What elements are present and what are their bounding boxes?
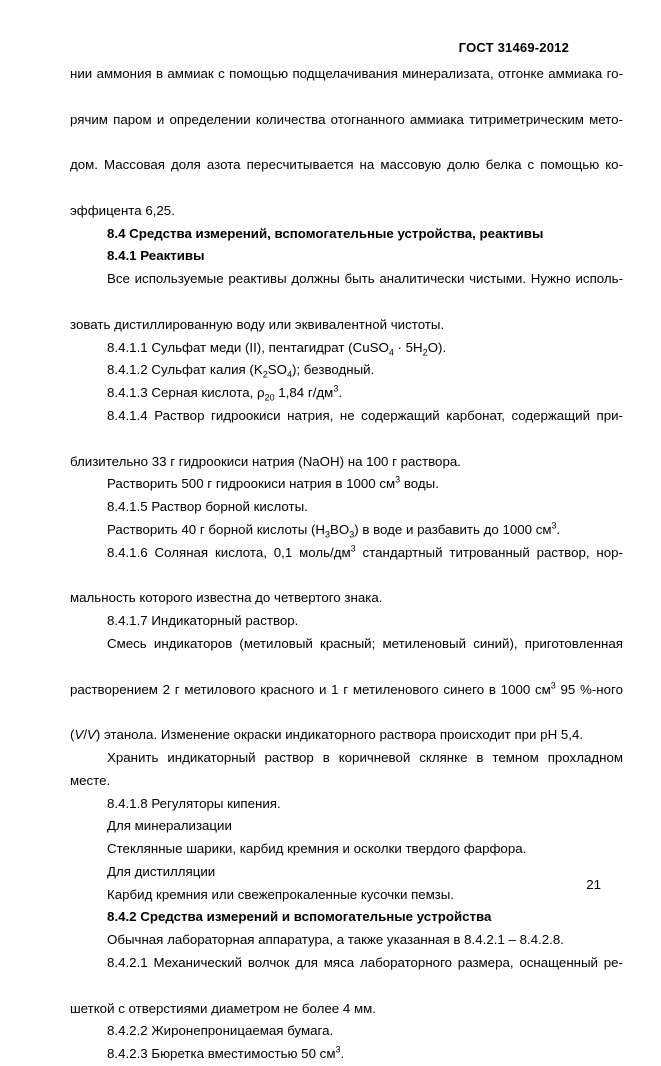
text-line: эффицента 6,25. [70,202,175,218]
item-8-4-2-3: 8.4.2.3 Бюретка вместимостью 50 $см^3$. [107,1044,345,1062]
item-8-4-2-1: 8.4.2.1 Механический волчок для мяса лабораторного размера, оснащенный ре- [107,955,623,971]
item-8-4-2-2: 8.4.2.2 Жиронепроницаемая бумага. [107,1023,334,1039]
text-line: мальность которого известна до четвертого знака. [70,590,383,606]
text-line: Смесь индикаторов (метиловый красный; метиленовый синий), приготовленная [107,635,623,651]
text-line: зовать дистиллированную воду или эквивалентной чистоты. [70,316,445,332]
text-line: рячим паром и определении количества отогнанного аммиака титриметрическим мето- [70,111,623,127]
text-line: Стеклянные шарики, карбид кремния и осколки твердого фарфора. [107,841,527,857]
item-8-4-1-7: 8.4.1.7 Индикаторный раствор. [107,613,299,629]
text-line: Для минерализации [107,818,232,834]
text-line: Все используемые реактивы должны быть аналитически чистыми. Нужно исполь- [107,271,623,287]
item-8-4-1-1: 8.4.1.1 Сульфат меди (II), пентагидрат (CuSO$_4$ · $5H_2O$). [107,339,447,358]
text-line: близительно 33 г гидроокиси натрия (NaOH) на 100 г раствора. [70,453,461,469]
subsection-heading-8-4-2: 8.4.2 Средства измерений и вспомогательные устройства [107,909,492,925]
subsection-heading-8-4-1: 8.4.1 Реактивы [107,248,205,264]
document-body [70,63,623,1066]
text-line: Карбид кремния или свежепрокаленные кусочки пемзы. [107,886,455,902]
item-8-4-1-2: 8.4.1.2 Сульфат калия $(K_2SO_4)$; безводный. [107,362,375,381]
item-8-4-1-6: 8.4.1.6 Соляная кислота, 0,1 моль/$дм^3$ стандартный титрованный раствор, нор- [107,543,623,560]
text-line: Для дистилляции [107,863,216,879]
item-8-4-1-5: 8.4.1.5 Раствор борной кислоты. [107,499,308,515]
document-code: ГОСТ 31469-2012 [458,40,569,55]
item-8-4-1-8: 8.4.1.8 Регуляторы кипения. [107,795,281,811]
section-heading-8-4: 8.4 Средства измерений, вспомогательные устройства, реактивы [107,225,544,241]
text-line: растворением 2 г метилового красного и 1 г метиленового синего в 1000 $см^3$ 95 %-ного [70,680,624,697]
item-8-4-1-3: 8.4.1.3 Серная кислота, $\rho_{20}$ 1,84 $г/дм^3$. [107,383,343,403]
text-line: Хранить индикаторный раствор в коричневой склянке в темном прохладном месте. [70,749,623,788]
text-line: дом. Массовая доля азота пересчитывается на массовую долю белка с помощью ко- [70,157,623,173]
text-line: Растворить 40 г борной кислоты $(H_3BO_3)$ в воде и разбавить до 1000 $см^3$. [107,520,561,540]
item-8-4-1-4: 8.4.1.4 Раствор гидроокиси натрия, не содержащий карбонат, содержащий при- [107,407,623,423]
text-line: шеткой с отверстиями диаметром не более 4 мм. [70,1000,376,1016]
page-number: 21 [586,877,601,892]
text-line: нии аммония в аммиак с помощью подщелачивания минерализата, отгонке аммиака го- [70,66,623,81]
text-line: (V/V) этанола. Изменение окраски индикаторного раствора происходит при pH 5,4. [70,727,584,743]
text-line: Обычная лабораторная аппаратура, а также указанная в 8.4.2.1 – 8.4.2.8. [107,932,564,948]
text-line: Растворить 500 г гидроокиси натрия в 1000 $см^3$ воды. [107,474,439,492]
